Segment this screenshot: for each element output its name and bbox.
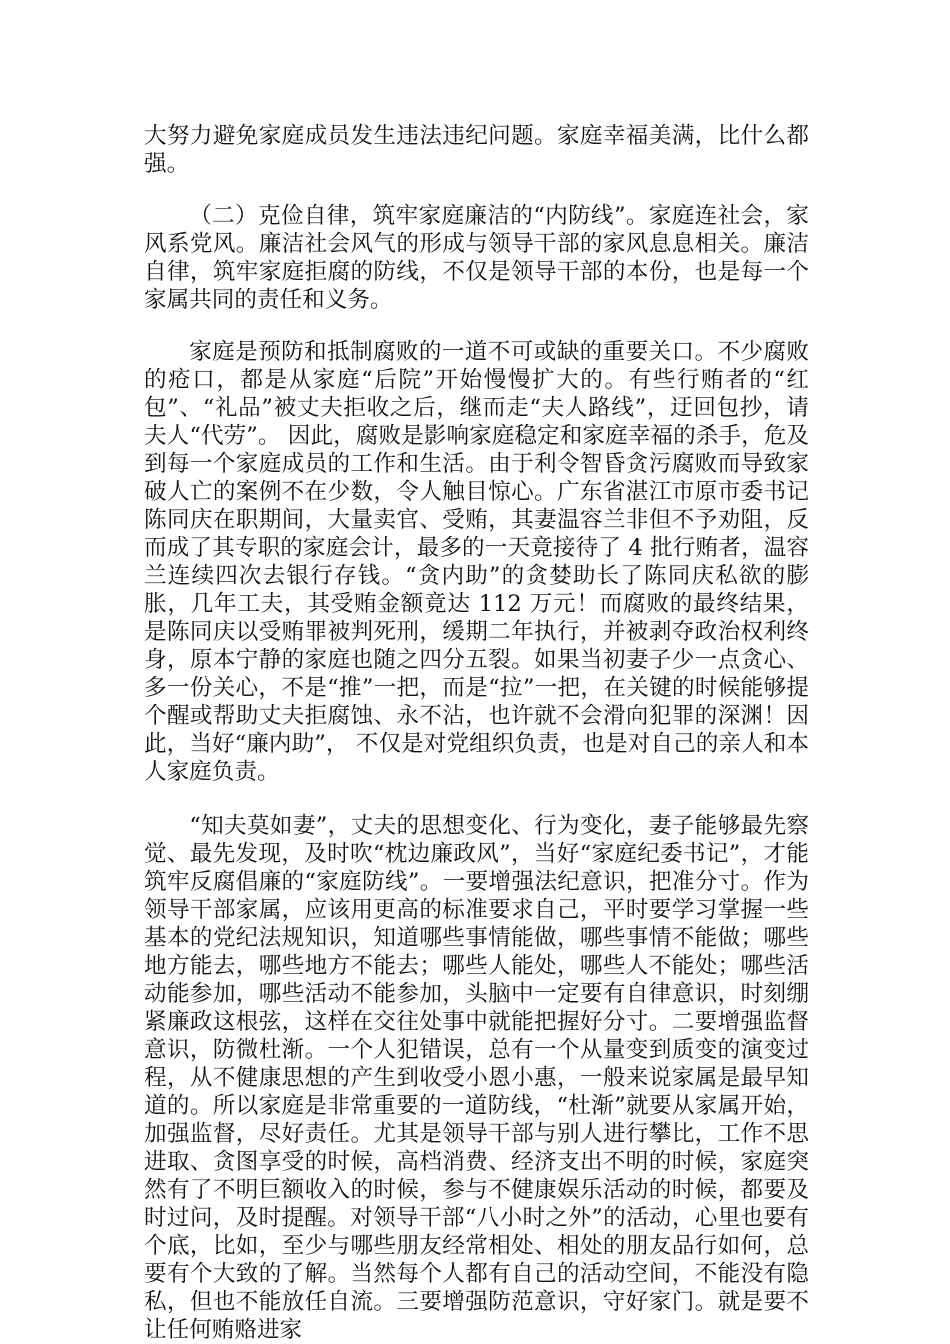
paragraph-gap bbox=[144, 786, 809, 812]
paragraph-gap bbox=[144, 314, 809, 338]
document-body bbox=[144, 122, 809, 1344]
paragraph-gap bbox=[144, 178, 809, 202]
paragraph-wife-knows: “知夫莫如妻”，丈夫的思想变化、行为变化，妻子能够最先察觉、最先发现，及时吹“枕边廉政风”，当好“家庭纪委书记”，才能筑牢反腐倡廉的“家庭防线”。一要增强法纪意识，把准分寸。作为领导干部家属，应该用更高的标准要求自己，平时要学习掌握一些基本的党纪法规知识，知道哪些事情能做，哪些事情不能做；哪些地方能去，哪些地方不能去；哪些人能处，哪些人不能处；哪些活动能参加，哪些活动不能参加，头脑中一定要有自律意识，时刻绷紧廉政这根弦，这样在交往处事中就能把握好分寸。二要增强监督意识，防微杜渐。一个人犯错误，总有一个从量变到质变的演变过程，从不健康思想的产生到收受小恩小惠，一般来说家属是最早知道的。所以家庭是非常重要的一道防线，“杜渐”就要从家属开始，加强监督，尽好责任。尤其是领导干部与别人进行攀比，工作不思进取、贪图享受的时候，高档消费、经济支出不明的时候，家庭突然有了不明巨额收入的时候，参与不健康娱乐活动的时候，都要及时过问，及时提醒。对领导干部“八小时之外”的活动，心里也要有个底，比如，至少与哪些朋友经常相处、相处的朋友品行如何，总要有个大致的了解。当然每个人都有自己的活动空间，不能没有隐私，但也不能放任自流。三要增强防范意识，守好家门。就是要不让任何贿赂进家 bbox=[144, 813, 809, 1343]
paragraph-continuation: 大努力避免家庭成员发生违法违纪问题。家庭幸福美满，比什么都强。 bbox=[144, 123, 809, 177]
paragraph-section-two: （二）克俭自律，筑牢家庭廉洁的“内防线”。家庭连社会，家风系党风。廉洁社会风气的形成与领导干部的家风息息相关。廉洁自律，筑牢家庭拒腐的防线，不仅是领导干部的本份，也是每一个家属共同的责任和义务。 bbox=[144, 203, 809, 313]
paragraph-family-defense: 家庭是预防和抵制腐败的一道不可或缺的重要关口。不少腐败的疮口，都是从家庭“后院”开始慢慢扩大的。有些行贿者的“红包”、“礼品”被丈夫拒收之后，继而走“夫人路线”，迂回包抄，请夫人“代劳”。 因此，腐败是影响家庭稳定和家庭幸福的杀手，危及到每一个家庭成员的工作和生活。由于利令智昏贪污腐败而导致家破人亡的案例不在少数，令人触目惊心。广东省湛江市原市委书记陈同庆在职期间，大量卖官、受贿，其妻温容兰非但不予劝阻，反而成了其专职的家庭会计，最多的一天竟接待了 4 批行贿者，温容兰连续四次去银行存钱。“贪内助”的贪婪助长了陈同庆私欲的膨胀，几年工夫，其受贿金额竟达 112 万元！而腐败的最终结果，是陈同庆以受贿罪被判死刑，缓期二年执行，并被剥夺政治权利终身，原本宁静的家庭也随之四分五裂。如果当初妻子少一点贪心、多一份关心，不是“推”一把，而是“拉”一把，在关键的时候能够提个醒或帮助丈夫拒腐蚀、永不沾，也许就不会滑向犯罪的深渊！因此，当好“廉内助”， 不仅是对党组织负责，也是对自己的亲人和本人家庭负责。 bbox=[144, 339, 809, 785]
